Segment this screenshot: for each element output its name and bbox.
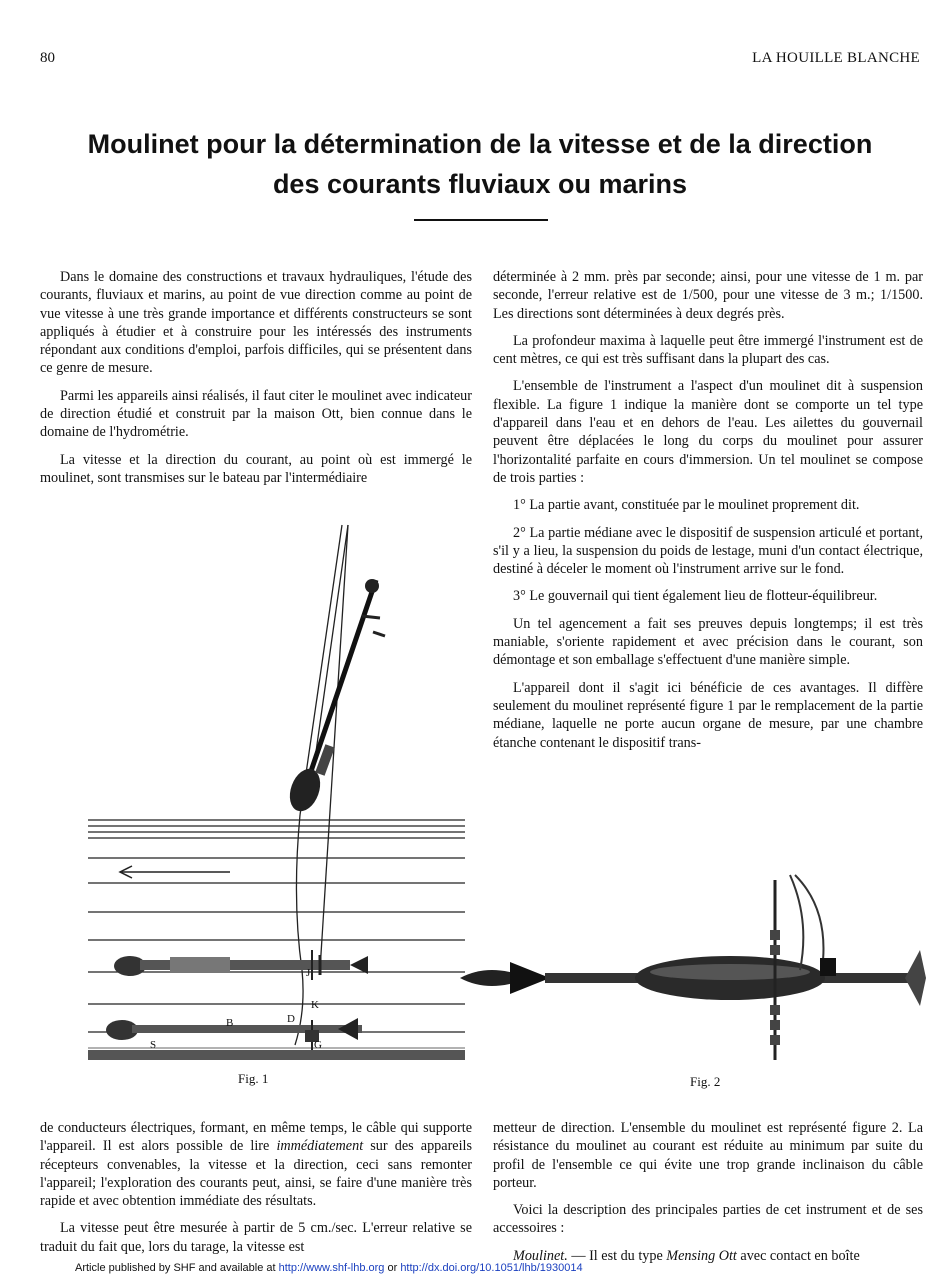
figure-1-drawing xyxy=(80,520,475,1070)
emphasis: immédiatement xyxy=(276,1138,364,1155)
paragraph: L'ensemble de l'instrument a l'aspect d'un moulinet dit à suspension flexible. La figure 1 indique la manière dont se comporte un tel type d'appareil dans l'eau et en dehors de l'eau. Les ailettes du gouvernail peuvent être déplacées le long du corps du moulinet pour assurer l'horizontalité parfaite en cours d'immersion. Un tel moulinet se compose de trois parties : xyxy=(493,378,923,486)
meter-out-of-water xyxy=(284,579,385,815)
paragraph: La vitesse peut être mesurée à partir de 5 cm./sec. L'erreur relative se traduit du fait que, lors du tarage, la vitesse est xyxy=(40,1220,472,1255)
emphasis: Moulinet. xyxy=(513,1247,568,1264)
journal-name: LA HOUILLE BLANCHE xyxy=(752,50,920,66)
paragraph: Voici la description des principales parties de cet instrument et de ses accessoires : xyxy=(493,1202,923,1237)
fig1-label-d: D xyxy=(287,1013,295,1025)
paragraph: 3° Le gouvernail qui tient également lieu de flotteur-équilibreur. xyxy=(513,588,878,605)
fig1-label-b: B xyxy=(226,1017,234,1029)
meter-on-bed xyxy=(106,1018,362,1050)
footer-text: Article published by SHF and available at xyxy=(75,1262,279,1274)
figure-2-caption: Fig. 2 xyxy=(690,1074,721,1089)
riverbed xyxy=(88,1050,465,1060)
emphasis: Mensing Ott xyxy=(666,1247,737,1264)
page-number: 80 xyxy=(40,50,55,66)
figure-1-caption: Fig. 1 xyxy=(238,1071,269,1086)
paragraph: L'appareil dont il s'agit ici bénéficie de ces avantages. Il diffère seulement du moulinet représenté figure 1 par le remplacement de la partie médiane, laquelle ne porte aucun organe de mesure, par une chambre étanche contenant le dispositif trans- xyxy=(493,679,923,751)
figure-2 xyxy=(450,870,928,1070)
column-left-bottom xyxy=(40,1119,472,1265)
paragraph: déterminée à 2 mm. près par seconde; ainsi, pour une vitesse de 1 m. par seconde, l'erreur relative est de 1/500, pour une vitesse de 3 m.; 1/1500. Les directions sont déterminées à deux degrés près. xyxy=(493,269,923,322)
paragraph: La profondeur maxima à laquelle peut être immergé l'instrument est de cent mètres, ce qui est très suffisant dans la plupart des cas. xyxy=(493,332,923,368)
tail-fin xyxy=(905,950,926,1006)
title-rule xyxy=(414,219,548,221)
paragraph: 2° La partie médiane avec le dispositif de suspension articulé et portant, s'il y a lieu, la suspension du poids de lestage, muni d'un contact électrique, destiné à déceler le moment où l'instrument arrive sur le fond. xyxy=(493,524,923,578)
current-arrow xyxy=(120,866,230,878)
paragraph: Dans le domaine des constructions et travaux hydrauliques, l'étude des courants, fluviaux et marins, au point de vue direction comme au point de vue vitesse à une très grande importance et différents constructeurs se sont appliqués à étudier et à construire pour les intéressés des instruments répondant aux conditions d'emploi, parfois difficiles, qui se présentent dans ce genre de mesure. xyxy=(40,269,472,377)
fig1-label-g: G xyxy=(314,1039,322,1051)
title-line-2: des courants fluviaux ou marins xyxy=(272,169,688,199)
text-run: — Il est du type xyxy=(567,1247,667,1264)
article-title xyxy=(30,124,930,204)
paragraph: La vitesse et la direction du courant, au point où est immergé le moulinet, sont transmises sur le bateau par l'intermédiaire xyxy=(40,451,472,486)
footer-link-doi[interactable]: http://dx.doi.org/10.1051/lhb/1930014 xyxy=(400,1262,583,1274)
fig1-label-j: J xyxy=(306,967,311,979)
column-left-top xyxy=(40,268,472,496)
column-right-bottom xyxy=(493,1119,923,1274)
paragraph xyxy=(40,1119,472,1210)
footer-link-shf[interactable]: http://www.shf-lhb.org xyxy=(278,1262,385,1274)
fig1-label-k: K xyxy=(311,999,319,1011)
text-run: avec contact en boîte xyxy=(736,1247,860,1264)
meter-in-water xyxy=(114,950,368,980)
figure-1 xyxy=(80,520,475,1070)
paragraph: Parmi les appareils ainsi réalisés, il faut citer le moulinet avec indicateur de direction étudié et construit par la maison Ott, bien connue dans le domaine de l'hydrométrie. xyxy=(40,387,472,441)
water-lines xyxy=(88,820,465,1032)
title-line-1: Moulinet pour la détermination de la vitesse et de la direction xyxy=(87,129,873,159)
paragraph: 1° La partie avant, constituée par le moulinet proprement dit. xyxy=(513,497,860,514)
paragraph: metteur de direction. L'ensemble du moulinet est représenté figure 2. La résistance du moulinet au courant est réduite au minimum par suite du profil de l'ensemble ce qui évite une trop grande inclinaison du câble porteur. xyxy=(493,1120,923,1191)
text-run: sur des appareils récepteurs convenables, la vitesse et la direction, ceci sans remonter l'appareil; l'exploration des courants peut, ainsi, se faire d'une manière très rapide et avec obtention immédiate des résultats. xyxy=(40,1138,472,1210)
publication-footer xyxy=(75,1262,583,1274)
figure-2-drawing xyxy=(450,870,928,1070)
footer-text: or xyxy=(384,1262,401,1274)
fig1-label-s: S xyxy=(150,1039,157,1051)
text-run: de conducteurs électriques, formant, en même temps, le câble qui supporte l'appareil. Il est alors possible de lire xyxy=(40,1120,472,1155)
paragraph: Un tel agencement a fait ses preuves depuis longtemps; il est très maniable, s'oriente rapidement et avec précision dans le courant, son démontage et son emballage s'effectuent d'une manière simple. xyxy=(493,615,923,669)
column-right-top xyxy=(493,268,923,761)
